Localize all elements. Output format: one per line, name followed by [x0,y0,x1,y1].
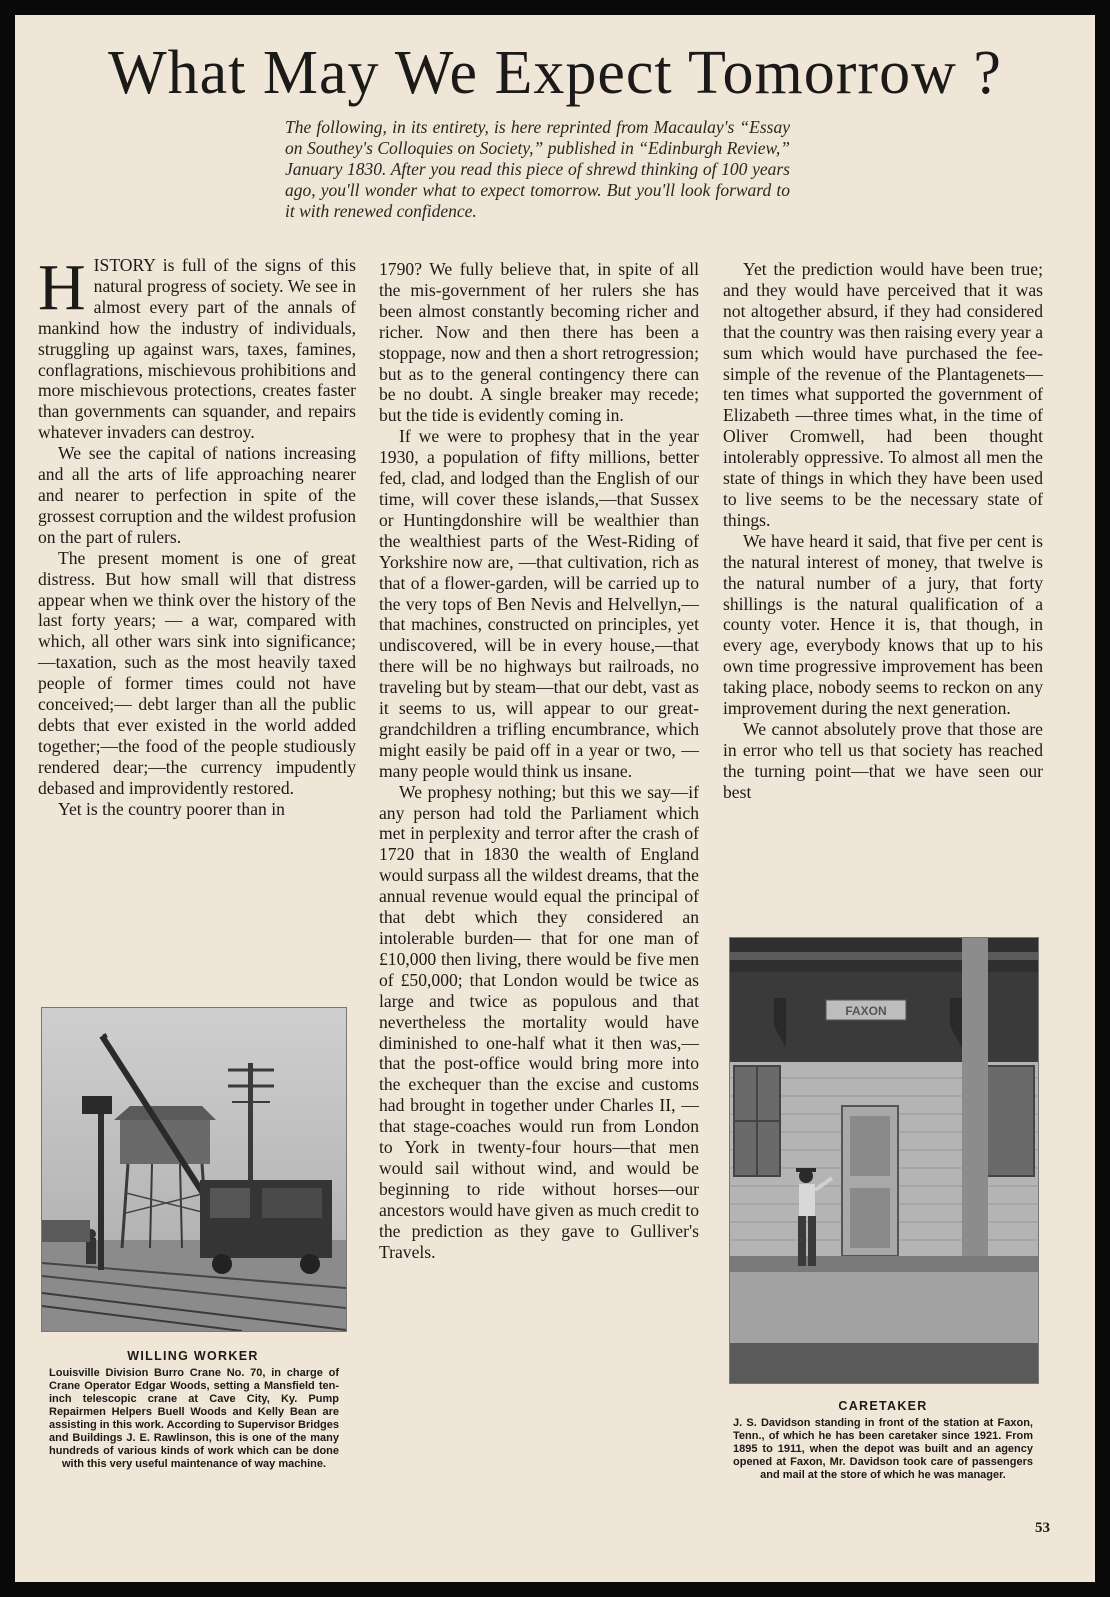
paragraph-text: ISTORY is full of the signs of this natural progress of society. We see in almost every part of the annals of mankind how the industry of individuals, struggling up against wars, taxes, famines, conflagrations, mischievous prohibitions and more mischievous protections, creates faster than governments can squander, and repairs whatever invaders can destroy. [38,255,356,443]
article-title: What May We Expect Tomorrow ? [108,39,1002,107]
paragraph: We have heard it said, that five per cent is the natural interest of money, that twelve is the natural number of a jury, that forty shillings is the natural qualification of a county voter. Hence it is, that though, in every age, everybody knows that up to his own time progressive improvement has been taking place, nobody seems to reckon on any improvement during the next generation. [723,530,1043,719]
paragraph: 1790? We fully believe that, in spite of all the mis-government of her rulers she has been almost constantly becoming richer and richer. Now and then there has been a stoppage, now and then a short retrogression; but as to the general contingency there can be no doubt. A single breaker may recede; but the tide is evidently coming in. [379,259,699,426]
page-number: 53 [1035,1520,1050,1536]
text-column-3 [723,259,1043,803]
station-sign: FAXON [845,1004,887,1018]
left-caption-title: WILLING WORKER [127,1349,259,1363]
paragraph: Yet is the country poorer than in [58,798,285,819]
paragraph: We see the capital of nations increasing and all the arts of life approaching nearer and nearer to perfection in spite of the grossest corruption and the wildest profusion on the part of rulers. [38,443,356,547]
station-photo [729,937,1039,1384]
paragraph: The present moment is one of great distress. But how small will that distress appear when we think over the history of the last forty years; — a war, compared with which, all other wars sink into significance;—taxation, such as the most heavily taxed people of former times could not have conceived;— debt larger than all the public debts that ever existed in the world added together;—the food of the people studiously rendered dear;—the currency impudently debased and improvidently restored. [38,547,356,798]
paragraph [38,251,356,443]
paragraph: Yet the prediction would have been true; and they would have perceived that it was not altogether absurd, if they had considered that the country was then raising every year a sum which would have purchased the fee-simple of the revenue of the Plantagenets—ten times what supported the government of Elizabeth —three times what, in the time of Oliver Cromwell, had been thought intolerably oppressive. To almost all men the state of things in which they have been used to live seems to be the necessary state of things. [723,259,1043,530]
paragraph: We cannot absolutely prove that those are in error who tell us that society has reached the turning point—that we have seen our best [723,718,1043,802]
article-intro: The following, in its entirety, is here reprinted from Macaulay's “Essay on Southey's Colloquies on Society,” published in “Edinburgh Review,” January 1830. After you read this piece of shrewd thinking of 100 years ago, you'll wonder what to expect tomorrow. But you'll look forward to it with renewed confidence. [285,117,790,221]
paragraph: We prophesy nothing; but this we say—if any person had told the Parliament which met in perplexity and terror after the crash of 1720 that in 1830 the wealth of England would surpass all the wildest dreams, that the annual revenue would equal the principal of that debt which they considered an intolerable burden— that for one man of £10,000 then living, there would be five men of £50,000; that London would be twice as large and twice as populous and that nevertheless the mortality would have diminished to one-half what it then was,—that the post-office would bring more into the exchequer than the excise and customs had brought in together under Charles II, — that stage-coaches would run from London to York in twenty-four hours—that men would sail without wind, and would be beginning to ride without horses—our ancestors would have given as much credit to the prediction as they gave to Gulliver's Travels. [379,781,700,1262]
paragraph: If we were to prophesy that in the year 1930, a population of fifty millions, better fed, clad, and lodged than the English of our time, will cover these islands,—that Sussex or Huntingdonshire will be wealthier than the wealthiest parts of the West-Riding of Yorkshire now are, —that cultivation, rich as that of a flower-garden, will be carried up to the very tops of Ben Nevis and Helvellyn,—that machines, constructed on principles, yet undiscovered, will be in every house,—that there will be no highways but railroads, no traveling but by steam—that our debt, vast as it seems to us, will appear to our great-grandchildren a trifling encumbrance, which might easily be paid off in a year or two, —many people would think us insane. [379,426,699,781]
drop-cap: H [38,251,86,324]
right-caption-title: CARETAKER [838,1399,928,1413]
left-caption: Louisville Division Burro Crane No. 70, in charge of Crane Operator Edgar Woods, setting a Mansfield ten-inch telescopic crane at Cave City, Ky. Pump Repairmen Helpers Buell Woods and Kelly Bean are assisting in this work. According to Supervisor Bridges and Buildings J. E. Rawlinson, this is one of the many hundreds of various kinds of work which can be done with this very useful maintenance of way machine. [49,1367,339,1470]
crane-photo [41,1007,347,1332]
text-column-1 [38,251,356,819]
right-caption: J. S. Davidson standing in front of the station at Faxon, Tenn., of which he has been caretaker since 1921. From 1895 to 1911, when the depot was built and an agency opened at Faxon, Mr. Davidson took care of passengers and mail at the store of which he was manager. [733,1417,1033,1481]
magazine-page [15,15,1095,1582]
text-column-2 [379,259,699,1263]
